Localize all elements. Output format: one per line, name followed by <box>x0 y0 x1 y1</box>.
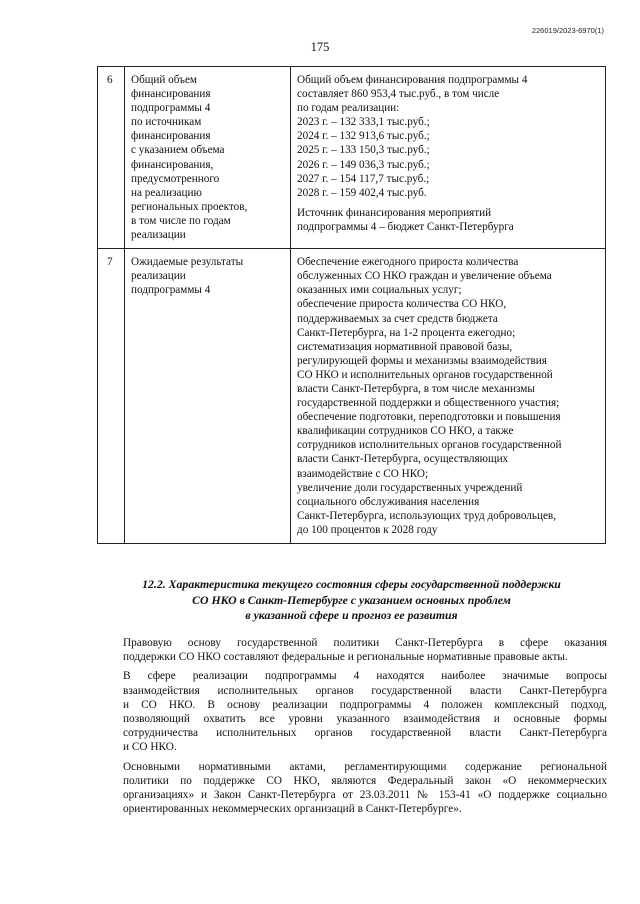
text-line: поддержки СО НКО составляют федеральные и региональные нормативные правовые акты. <box>123 651 568 664</box>
value-line: СО НКО и исполнительных органов государственной <box>297 368 553 381</box>
page-number: 175 <box>310 40 330 54</box>
name-line: Ожидаемые результаты <box>131 256 244 269</box>
row-name-cell <box>125 67 291 249</box>
name-line: финансирования, <box>131 158 214 171</box>
value-line: власти Санкт-Петербурга, осуществляющих <box>297 453 509 466</box>
section-heading <box>97 577 606 624</box>
name-line: подпрограммы 4 <box>131 102 211 115</box>
value-line: подпрограммы 4 – бюджет Санкт-Петербурга <box>297 220 514 233</box>
value-line: по годам реализации: <box>297 102 400 115</box>
text-line: сотрудничества исполнительных органов государственной власти Санкт-Петербурга <box>123 727 607 740</box>
value-line: составляет 860 953,4 тыс.руб., в том числе <box>297 88 500 101</box>
value-line: обслуженных СО НКО граждан и увеличение объема <box>297 270 552 283</box>
value-line: обеспечение подготовки, переподготовки и повышения <box>297 411 561 424</box>
text-line: и СО НКО. В основу реализации подпрограммы 4 положен комплексный подход, <box>123 698 607 711</box>
value-line: регулирующей формы и механизмы взаимодействия <box>297 354 547 367</box>
value-line: Санкт-Петербурга, использующих труд добровольцев, <box>297 509 556 522</box>
name-line: на реализацию <box>131 186 202 199</box>
name-line: финансирования <box>131 130 211 143</box>
value-line: власти Санкт-Петербурга, в том числе механизмы <box>297 382 535 395</box>
table-row <box>98 67 606 249</box>
value-line: 2027 г. – 154 117,7 тыс.руб.; <box>297 172 430 185</box>
passport-table <box>97 66 606 544</box>
text-line: и СО НКО. <box>123 741 177 754</box>
value-line: Обеспечение ежегодного прироста количества <box>297 256 519 269</box>
text-line: ориентированных некоммерческих организаций в Санкт-Петербурге». <box>123 803 462 816</box>
value-line: 2028 г. – 159 402,4 тыс.руб. <box>297 186 427 199</box>
value-line: Источник финансирования мероприятий <box>297 206 492 219</box>
value-line: 2025 г. – 133 150,3 тыс.руб.; <box>297 144 430 157</box>
text-line: Основными нормативными актами, регламентирующими содержание региональной <box>123 760 607 773</box>
text-line: взаимодействия исполнительных органов государственной власти Санкт-Петербурга <box>123 684 607 697</box>
text-line: Правовую основу государственной политики Санкт-Петербурга в сфере оказания <box>123 637 607 649</box>
name-line: финансирования <box>131 88 211 101</box>
heading-line: СО НКО в Санкт-Петербурге с указанием основных проблем <box>192 592 511 607</box>
value-line: поддерживаемых за счет средств бюджета <box>297 312 498 325</box>
name-line: реализации <box>131 270 186 283</box>
name-line: региональных проектов, <box>131 200 248 213</box>
value-line: взаимодействие с СО НКО; <box>297 467 429 480</box>
name-line: с указанием объема <box>131 144 225 157</box>
body-text <box>95 636 607 821</box>
row-number: 7 <box>98 249 125 544</box>
value-line: Общий объем финансирования подпрограммы 4 <box>297 74 528 86</box>
value-line: 2026 г. – 149 036,3 тыс.руб.; <box>297 158 430 171</box>
text-line: организациях» и Закон Санкт-Петербурга от 23.03.2011 № 153-41 «О поддержке социально <box>123 789 607 802</box>
value-line: социального обслуживания населения <box>297 495 480 508</box>
value-line: обеспечение прироста количества СО НКО, <box>297 298 507 311</box>
value-line: государственной поддержки и общественного участия; <box>297 397 560 410</box>
paragraph <box>95 636 607 664</box>
value-line: увеличение доли государственных учреждений <box>297 481 523 494</box>
text-line: позволяющий охватить все уровни указанного взаимодействия и основные формы <box>123 713 607 726</box>
name-line: по источникам <box>131 116 202 129</box>
table-row <box>98 249 606 544</box>
heading-line: 12.2. Характеристика текущего состояния сферы государственной поддержки <box>142 577 561 591</box>
paragraph <box>95 669 607 754</box>
value-line: до 100 процентов к 2028 году <box>297 523 438 536</box>
name-line: подпрограммы 4 <box>131 284 211 297</box>
text-line: политики по поддержке СО НКО, являются Федеральный закон «О некоммерческих <box>123 774 607 787</box>
name-line: предусмотренного <box>131 172 220 185</box>
name-line: в том числе по годам <box>131 214 231 227</box>
name-line: реализации <box>131 229 186 242</box>
name-line: Общий объем <box>131 74 197 86</box>
paragraph <box>95 760 607 817</box>
row-number: 6 <box>98 67 125 249</box>
value-line: сотрудников исполнительных органов государственной <box>297 439 562 452</box>
value-line: Санкт-Петербурга, на 1-2 процента ежегодно; <box>297 326 516 339</box>
value-line: систематизация нормативной правовой базы, <box>297 340 513 353</box>
text-line: В сфере реализации подпрограммы 4 находятся наиболее значимые вопросы <box>123 670 607 683</box>
row-name-cell <box>125 249 291 544</box>
value-line: 2023 г. – 132 333,1 тыс.руб.; <box>297 116 430 129</box>
row-value-cell <box>291 249 606 544</box>
heading-line: в указанной сфере и прогноз ее развития <box>245 608 458 622</box>
document-stamp: 226019/2023-6970(1) <box>531 26 604 35</box>
row-value-cell <box>291 67 606 249</box>
value-line: оказанных ими социальных услуг; <box>297 284 462 297</box>
value-line: квалификации сотрудников СО НКО, а также <box>297 425 514 438</box>
value-line: 2024 г. – 132 913,6 тыс.руб.; <box>297 130 430 143</box>
